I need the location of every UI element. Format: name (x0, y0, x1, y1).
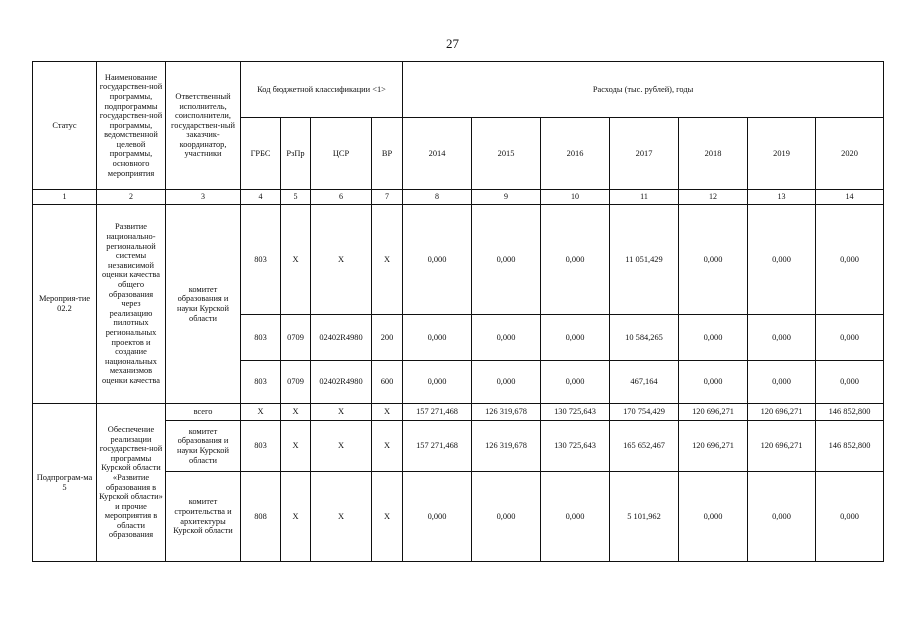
column-number-row (33, 190, 884, 205)
column-number: 10 (541, 190, 610, 205)
header-vr: ВР (372, 118, 403, 190)
column-number: 5 (281, 190, 311, 205)
header-grbs: ГРБС (241, 118, 281, 190)
header-year: 2020 (816, 118, 884, 190)
row-name: Обеспечение реализации государствен-ной программы Курской области «Развитие образования в Курской области» и прочие мероприятия в области образования (97, 404, 166, 562)
cell-value: 0,000 (403, 472, 472, 562)
header-year: 2017 (610, 118, 679, 190)
cell-grbs: 803 (241, 421, 281, 472)
column-number: 7 (372, 190, 403, 205)
cell-vr: X (372, 205, 403, 315)
cell-rzpr: X (281, 404, 311, 421)
cell-value: 0,000 (679, 361, 748, 404)
cell-value: 0,000 (472, 205, 541, 315)
column-number: 6 (311, 190, 372, 205)
header-expenses: Расходы (тыс. рублей), годы (403, 62, 884, 118)
cell-value: 0,000 (472, 472, 541, 562)
cell-rzpr: 0709 (281, 315, 311, 361)
header-responsible: Ответственный исполнитель, соисполнители, государствен-ный заказчик-координатор, участники (166, 62, 241, 190)
column-number: 3 (166, 190, 241, 205)
row-responsible: всего (166, 404, 241, 421)
column-number: 12 (679, 190, 748, 205)
cell-value: 157 271,468 (403, 421, 472, 472)
cell-value: 5 101,962 (610, 472, 679, 562)
cell-vr: X (372, 472, 403, 562)
cell-value: 0,000 (541, 472, 610, 562)
cell-value: 0,000 (748, 361, 816, 404)
column-number: 14 (816, 190, 884, 205)
cell-value: 10 584,265 (610, 315, 679, 361)
cell-value: 146 852,800 (816, 404, 884, 421)
budget-table (32, 61, 884, 562)
header-rzpr: РзПр (281, 118, 311, 190)
column-number: 4 (241, 190, 281, 205)
row-status: Подпрограм-ма 5 (33, 404, 97, 562)
header-row-1 (33, 62, 884, 118)
cell-value: 0,000 (472, 315, 541, 361)
header-name: Наименование государствен-ной программы, подпрограммы государствен-ной программы, ведомственной целевой программы, основного мероприятия (97, 62, 166, 190)
header-year: 2016 (541, 118, 610, 190)
cell-value: 0,000 (403, 205, 472, 315)
cell-value: 0,000 (403, 315, 472, 361)
cell-value: 120 696,271 (679, 404, 748, 421)
cell-value: 120 696,271 (748, 421, 816, 472)
row-responsible: комитет образования и науки Курской области (166, 421, 241, 472)
header-year: 2018 (679, 118, 748, 190)
page-number: 27 (446, 36, 459, 51)
column-number: 1 (33, 190, 97, 205)
cell-value: 0,000 (748, 315, 816, 361)
cell-rzpr: 0709 (281, 361, 311, 404)
cell-csr: 02402R4980 (311, 315, 372, 361)
cell-value: 126 319,678 (472, 421, 541, 472)
cell-value: 0,000 (541, 361, 610, 404)
cell-vr: 200 (372, 315, 403, 361)
cell-grbs: 803 (241, 361, 281, 404)
cell-csr: X (311, 472, 372, 562)
cell-value: 0,000 (679, 315, 748, 361)
cell-value: 11 051,429 (610, 205, 679, 315)
cell-grbs: X (241, 404, 281, 421)
header-status: Статус (33, 62, 97, 190)
cell-value: 0,000 (541, 315, 610, 361)
cell-value: 0,000 (816, 472, 884, 562)
cell-value: 0,000 (541, 205, 610, 315)
cell-value: 0,000 (679, 205, 748, 315)
cell-value: 0,000 (472, 361, 541, 404)
cell-vr: X (372, 404, 403, 421)
column-number: 11 (610, 190, 679, 205)
cell-vr: X (372, 421, 403, 472)
header-year: 2014 (403, 118, 472, 190)
row-responsible: комитет строительства и архитектуры Курской области (166, 472, 241, 562)
cell-rzpr: X (281, 205, 311, 315)
cell-csr: 02402R4980 (311, 361, 372, 404)
cell-csr: X (311, 205, 372, 315)
cell-value: 120 696,271 (679, 421, 748, 472)
cell-grbs: 803 (241, 315, 281, 361)
cell-value: 170 754,429 (610, 404, 679, 421)
header-budget-code: Код бюджетной классификации <1> (241, 62, 403, 118)
cell-value: 165 652,467 (610, 421, 679, 472)
cell-value: 0,000 (816, 361, 884, 404)
cell-value: 0,000 (679, 472, 748, 562)
cell-value: 130 725,643 (541, 421, 610, 472)
cell-value: 157 271,468 (403, 404, 472, 421)
cell-vr: 600 (372, 361, 403, 404)
cell-rzpr: X (281, 421, 311, 472)
cell-value: 0,000 (816, 315, 884, 361)
cell-value: 0,000 (816, 205, 884, 315)
header-year: 2015 (472, 118, 541, 190)
column-number: 9 (472, 190, 541, 205)
table-row (33, 205, 884, 315)
row-responsible: комитет образования и науки Курской области (166, 205, 241, 404)
table-row (33, 404, 884, 421)
cell-value: 126 319,678 (472, 404, 541, 421)
header-year: 2019 (748, 118, 816, 190)
cell-value: 146 852,800 (816, 421, 884, 472)
cell-grbs: 803 (241, 205, 281, 315)
column-number: 8 (403, 190, 472, 205)
header-csr: ЦСР (311, 118, 372, 190)
cell-value: 120 696,271 (748, 404, 816, 421)
row-name: Развитие национально-региональной системы независимой оценки качества общего образования через реализацию пилотных региональных проектов и создание национальных механизмов оценки качества (97, 205, 166, 404)
cell-csr: X (311, 421, 372, 472)
cell-value: 0,000 (748, 472, 816, 562)
column-number: 13 (748, 190, 816, 205)
row-status: Мероприя-тие 02.2 (33, 205, 97, 404)
cell-value: 130 725,643 (541, 404, 610, 421)
cell-grbs: 808 (241, 472, 281, 562)
cell-value: 0,000 (748, 205, 816, 315)
cell-value: 0,000 (403, 361, 472, 404)
column-number: 2 (97, 190, 166, 205)
cell-csr: X (311, 404, 372, 421)
cell-rzpr: X (281, 472, 311, 562)
cell-value: 467,164 (610, 361, 679, 404)
